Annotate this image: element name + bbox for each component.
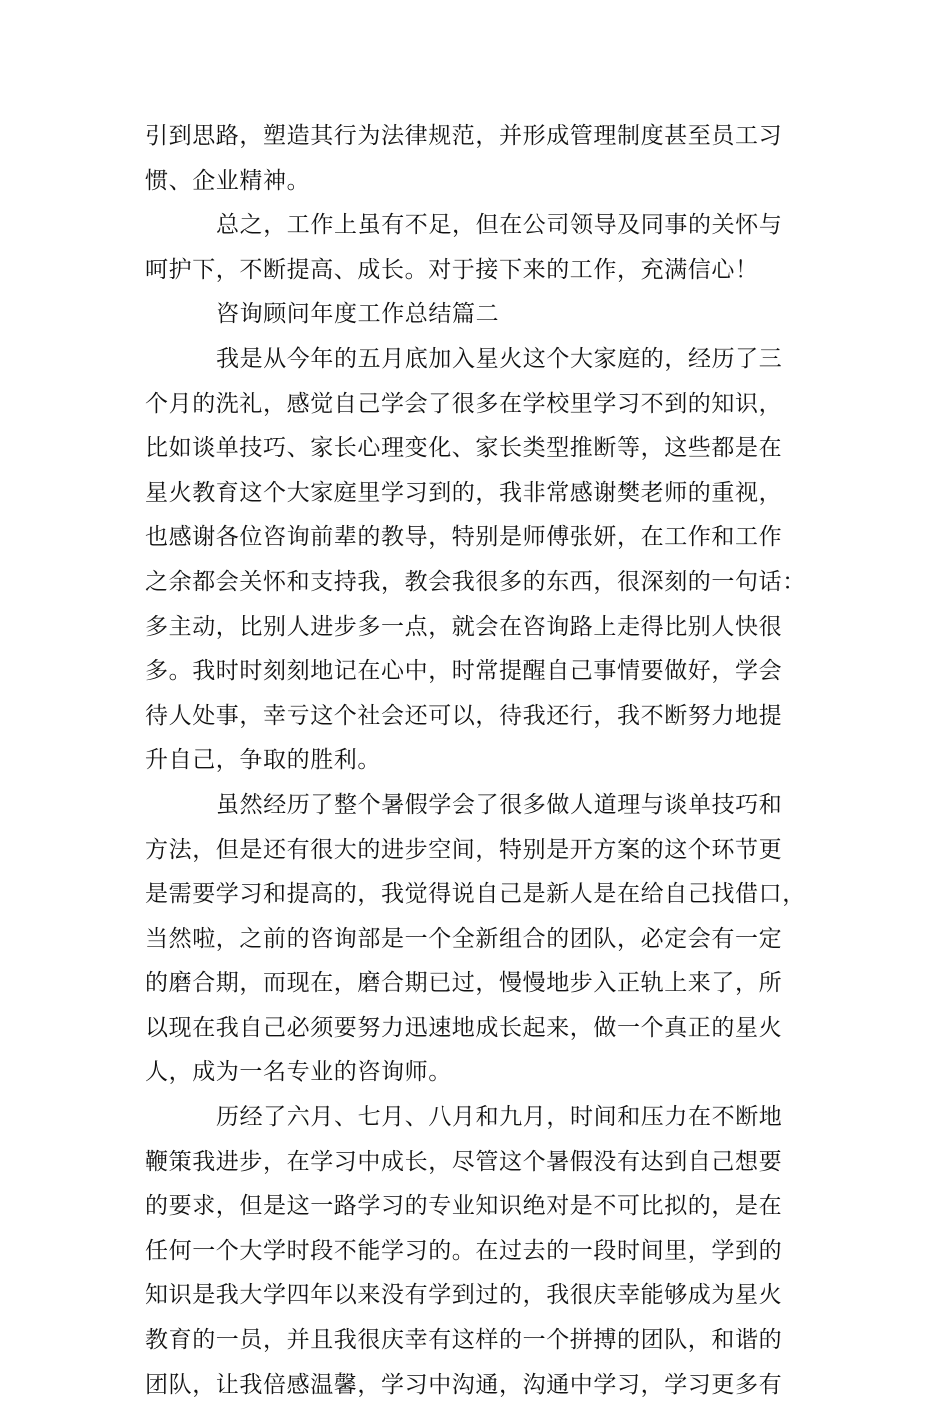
text-line: 之余都会关怀和支持我，教会我很多的东西，很深刻的一句话： — [145, 568, 806, 595]
text-line: 团队，让我倍感温馨，学习中沟通，沟通中学习，学习更多有 — [145, 1371, 783, 1398]
text-line: 的要求，但是这一路学习的专业知识绝对是不可比拟的，是在 — [145, 1193, 783, 1220]
text-line: 我是从今年的五月底加入星火这个大家庭的，经历了三 — [216, 345, 783, 372]
text-line: 升自己，争取的胜利。 — [145, 747, 381, 774]
text-line: 虽然经历了整个暑假学会了很多做人道理与谈单技巧和 — [216, 791, 783, 818]
text-line: 惯、企业精神。 — [145, 167, 311, 194]
text-line: 任何一个大学时段不能学习的。在过去的一段时间里，学到的 — [145, 1237, 783, 1264]
text-line: 方法，但是还有很大的进步空间，特别是开方案的这个环节更 — [145, 836, 783, 863]
text-line: 引到思路，塑造其行为法律规范，并形成管理制度甚至员工习 — [145, 123, 783, 149]
text-line: 历经了六月、七月、八月和九月，时间和压力在不断地 — [216, 1104, 783, 1131]
text-line: 也感谢各位咨询前辈的教导，特别是师傅张妍，在工作和工作 — [145, 524, 783, 551]
document-body — [145, 114, 806, 1407]
text-line: 以现在我自己必须要努力迅速地成长起来，做一个真正的星火 — [145, 1014, 783, 1041]
text-line: 是需要学习和提高的，我觉得说自己是新人是在给自己找借口， — [145, 881, 806, 908]
text-line: 总之，工作上虽有不足，但在公司领导及同事的关怀与 — [216, 212, 783, 239]
text-line: 的磨合期，而现在，磨合期已过，慢慢地步入正轨上来了，所 — [145, 970, 783, 997]
text-line: 多主动，比别人进步多一点，就会在咨询路上走得比别人快很 — [145, 613, 783, 640]
text-line: 当然啦，之前的咨询部是一个全新组合的团队，必定会有一定 — [145, 925, 783, 952]
text-line: 鞭策我进步，在学习中成长，尽管这个暑假没有达到自己想要 — [145, 1148, 783, 1175]
text-line: 呵护下，不断提高、成长。对于接下来的工作，充满信心！ — [145, 256, 759, 283]
text-line: 人，成为一名专业的咨询师。 — [145, 1059, 452, 1086]
text-line: 教育的一员，并且我很庆幸有这样的一个拼搏的团队，和谐的 — [145, 1327, 783, 1354]
text-line: 待人处事，幸亏这个社会还可以，待我还行，我不断努力地提 — [145, 702, 783, 729]
text-line: 比如谈单技巧、家长心理变化、家长类型推断等，这些都是在 — [145, 435, 783, 462]
text-line: 多。我时时刻刻地记在心中，时常提醒自己事情要做好，学会 — [145, 658, 783, 685]
text-line: 知识是我大学四年以来没有学到过的，我很庆幸能够成为星火 — [145, 1282, 783, 1309]
text-line: 个月的洗礼，感觉自己学会了很多在学校里学习不到的知识， — [145, 390, 783, 417]
text-line: 咨询顾问年度工作总结篇二 — [216, 301, 500, 328]
text-line: 星火教育这个大家庭里学习到的，我非常感谢樊老师的重视， — [145, 479, 783, 506]
